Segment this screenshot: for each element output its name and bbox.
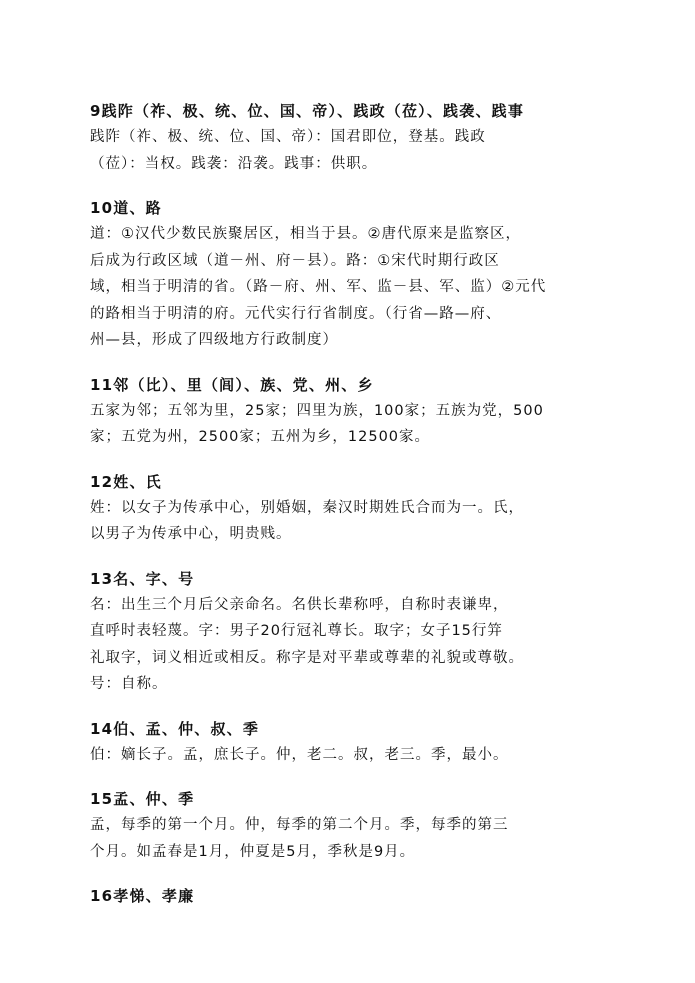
section-body bbox=[90, 124, 610, 177]
body-line: 域，相当于明清的省。（路－府、州、军、监－县、军、监）②元代 bbox=[90, 279, 547, 295]
body-line: （莅）：当权。践袭：沿袭。践事：供职。 bbox=[90, 155, 378, 172]
body-line: 姓：以女子为传承中心，别婚姻，秦汉时期姓氏合而为一。氏， bbox=[90, 499, 524, 516]
section-9 bbox=[90, 98, 610, 177]
section-heading: 9践阼（祚、极、统、位、国、帝）、践政（莅）、践袭、践事 bbox=[90, 102, 525, 120]
body-line: 践阼（祚、极、统、位、国、帝）：国君即位，登基。践政 bbox=[90, 129, 486, 145]
section-heading: 15孟、仲、季 bbox=[90, 790, 195, 808]
section-11 bbox=[90, 372, 610, 451]
body-line: 伯：嫡长子。孟，庶长子。仲，老二。叔，老三。季，最小。 bbox=[90, 746, 509, 763]
section-15 bbox=[90, 786, 610, 865]
section-heading: 14伯、孟、仲、叔、季 bbox=[90, 719, 260, 738]
section-body bbox=[90, 812, 610, 865]
section-heading: 11邻（比）、里（闾）、族、党、州、乡 bbox=[90, 375, 374, 394]
section-body bbox=[90, 398, 610, 451]
body-line: 五家为邻；五邻为里，25家；四里为族，100家；五族为党，500 bbox=[90, 402, 544, 419]
body-line: 的路相当于明清的府。元代实行行省制度。（行省—路—府、 bbox=[90, 305, 502, 322]
section-body bbox=[90, 221, 610, 354]
document-page bbox=[90, 98, 610, 927]
body-line: 名：出生三个月后父亲命名。名供长辈称呼，自称时表谦卑， bbox=[90, 596, 509, 613]
section-12 bbox=[90, 469, 610, 548]
section-heading: 13名、字、号 bbox=[90, 569, 195, 588]
section-16 bbox=[90, 883, 610, 909]
section-heading: 10道、路 bbox=[90, 199, 162, 217]
section-10 bbox=[90, 195, 610, 354]
body-line: 道：①汉代少数民族聚居区，相当于县。②唐代原来是监察区， bbox=[90, 226, 521, 242]
section-13 bbox=[90, 566, 610, 698]
section-14 bbox=[90, 716, 610, 769]
section-body bbox=[90, 742, 610, 769]
body-line: 号：自称。 bbox=[90, 676, 168, 692]
body-line: 州—县，形成了四级地方行政制度） bbox=[90, 332, 338, 348]
body-line: 家；五党为州，2500家；五州为乡，12500家。 bbox=[90, 429, 431, 445]
body-line: 直呼时表轻蔑。字：男子20行冠礼尊长。取字；女子15行笄 bbox=[90, 623, 503, 639]
body-line: 后成为行政区域（道－州、府－县）。路：①宋代时期行政区 bbox=[90, 252, 500, 269]
section-heading: 12姓、氏 bbox=[90, 472, 162, 491]
body-line: 以男子为传承中心，明贵贱。 bbox=[90, 526, 292, 542]
body-line: 个月。如孟春是1月，仲夏是5月，季秋是9月。 bbox=[90, 843, 416, 860]
section-body bbox=[90, 592, 610, 698]
section-body bbox=[90, 495, 610, 548]
body-line: 孟，每季的第一个月。仲，每季的第二个月。季，每季的第三 bbox=[90, 817, 509, 833]
section-heading: 16孝悌、孝廉 bbox=[90, 887, 195, 905]
body-line: 礼取字，词义相近或相反。称字是对平辈或尊辈的礼貌或尊敬。 bbox=[90, 649, 524, 666]
